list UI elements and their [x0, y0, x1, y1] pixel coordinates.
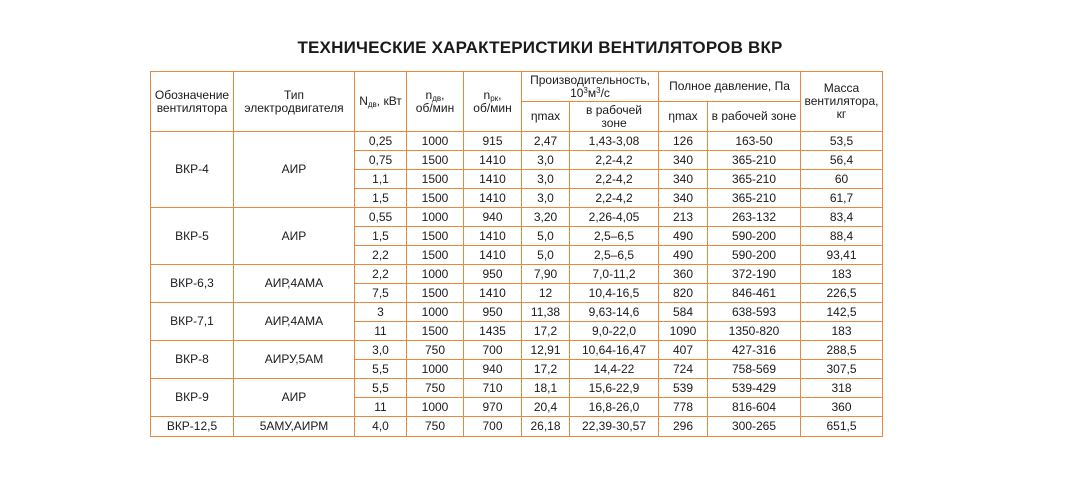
motor-type-cell: АИР,4АМА — [234, 265, 355, 303]
capacity-eta-cell: 26,18 — [522, 417, 570, 437]
mass-cell: 307,5 — [801, 360, 883, 379]
page-title: ТЕХНИЧЕСКИЕ ХАРАКТЕРИСТИКИ ВЕНТИЛЯТОРОВ ВКР — [297, 38, 783, 57]
table-row — [151, 379, 883, 398]
fan-designation-cell: ВКР-9 — [151, 379, 234, 417]
pressure-eta-cell: 296 — [659, 417, 708, 437]
nrk-symbol: n — [483, 87, 491, 102]
table-row — [151, 417, 883, 437]
mass-cell: 288,5 — [801, 341, 883, 360]
ndv-cell: 1500 — [407, 170, 464, 189]
motor-type-cell: АИРУ,5АМ — [234, 341, 355, 379]
capacity-eta-cell: 5,0 — [522, 227, 570, 246]
capacity-zone-cell: 22,39-30,57 — [570, 417, 659, 437]
col-ndv-header — [407, 72, 464, 132]
capacity-zone-cell: 9,63-14,6 — [570, 303, 659, 322]
nrk-cell: 940 — [464, 360, 522, 379]
ndv-cell: 1500 — [407, 322, 464, 341]
ndv-cell: 1500 — [407, 246, 464, 265]
power-symbol: N — [359, 94, 368, 108]
mass-cell: 226,5 — [801, 284, 883, 303]
pressure-eta-cell: 539 — [659, 379, 708, 398]
capacity-zone-cell: 15,6-22,9 — [570, 379, 659, 398]
capacity-zone-cell: 10,4-16,5 — [570, 284, 659, 303]
nrk-cell: 1435 — [464, 322, 522, 341]
pressure-zone-cell: 638-593 — [708, 303, 801, 322]
fan-designation-cell: ВКР-5 — [151, 208, 234, 265]
pressure-zone-cell: 816-604 — [708, 398, 801, 417]
pressure-eta-cell: 340 — [659, 189, 708, 208]
table-row — [151, 341, 883, 360]
mass-cell: 83,4 — [801, 208, 883, 227]
capacity-zone-cell: 2,5–6,5 — [570, 246, 659, 265]
capacity-base: 10 — [570, 85, 584, 100]
capacity-eta-cell: 5,0 — [522, 246, 570, 265]
ndv-cell: 1000 — [407, 208, 464, 227]
power-cell: 7,5 — [355, 284, 407, 303]
fan-designation-cell: ВКР-8 — [151, 341, 234, 379]
pressure-zone-cell: 365-210 — [708, 151, 801, 170]
nrk-cell: 1410 — [464, 189, 522, 208]
capacity-eta-cell: 17,2 — [522, 322, 570, 341]
ndv-cell: 750 — [407, 417, 464, 437]
motor-type-cell: 5АМУ,АИРМ — [234, 417, 355, 437]
capacity-eta-cell: 11,38 — [522, 303, 570, 322]
fan-specs-table — [150, 71, 883, 437]
pressure-zone-cell: 365-210 — [708, 189, 801, 208]
power-unit: , кВт — [376, 94, 402, 108]
capacity-zone-cell: 2,2-4,2 — [570, 189, 659, 208]
capacity-eta-cell: 7,90 — [522, 265, 570, 284]
col-nrk-header — [464, 72, 522, 132]
nrk-cell: 950 — [464, 265, 522, 284]
power-cell: 1,5 — [355, 189, 407, 208]
table-row — [151, 265, 883, 284]
capacity-eta-cell: 3,0 — [522, 189, 570, 208]
nrk-cell: 1410 — [464, 246, 522, 265]
pressure-eta-cell: 340 — [659, 170, 708, 189]
pressure-eta-cell: 584 — [659, 303, 708, 322]
ndv-cell: 1500 — [407, 227, 464, 246]
power-cell: 0,25 — [355, 132, 407, 151]
capacity-eta-cell: 2,47 — [522, 132, 570, 151]
capacity-zone-cell: 16,8-26,0 — [570, 398, 659, 417]
mass-cell: 53,5 — [801, 132, 883, 151]
pressure-eta-cell: 724 — [659, 360, 708, 379]
motor-type-cell: АИР — [234, 132, 355, 208]
pressure-zone-cell: 427-316 — [708, 341, 801, 360]
ndv-cell: 1500 — [407, 151, 464, 170]
pressure-eta-cell: 820 — [659, 284, 708, 303]
table-row — [151, 132, 883, 151]
ndv-subscript: дв — [432, 93, 442, 103]
power-cell: 4,0 — [355, 417, 407, 437]
motor-type-cell: АИР — [234, 208, 355, 265]
capacity-label: Производительность, — [530, 72, 650, 87]
capacity-m-exponent: 3 — [596, 85, 601, 95]
nrk-cell: 700 — [464, 341, 522, 360]
fan-designation-cell: ВКР-7,1 — [151, 303, 234, 341]
power-cell: 2,2 — [355, 265, 407, 284]
ndv-cell: 1000 — [407, 360, 464, 379]
capacity-zone-cell: 2,2-4,2 — [570, 170, 659, 189]
capacity-zone-cell: 2,5–6,5 — [570, 227, 659, 246]
pressure-eta-cell: 340 — [659, 151, 708, 170]
mass-cell: 318 — [801, 379, 883, 398]
table-row — [151, 303, 883, 322]
mass-cell: 56,4 — [801, 151, 883, 170]
ndv-symbol: n — [425, 87, 433, 102]
capacity-eta-cell: 12,91 — [522, 341, 570, 360]
pressure-eta-cell: 1090 — [659, 322, 708, 341]
pressure-eta-cell: 213 — [659, 208, 708, 227]
capacity-eta-cell: 20,4 — [522, 398, 570, 417]
power-subscript: дв — [367, 100, 377, 109]
col-capacity-zone-header: в рабочей зоне — [570, 102, 659, 132]
table-row — [151, 208, 883, 227]
col-capacity-header — [522, 72, 659, 102]
power-cell: 3 — [355, 303, 407, 322]
nrk-cell: 950 — [464, 303, 522, 322]
nrk-unit: об/мин — [473, 100, 512, 115]
ndv-unit: об/мин — [415, 100, 455, 115]
nrk-cell: 940 — [464, 208, 522, 227]
pressure-zone-cell: 372-190 — [708, 265, 801, 284]
capacity-zone-cell: 2,26-4,05 — [570, 208, 659, 227]
mass-cell: 183 — [801, 265, 883, 284]
pressure-eta-cell: 360 — [659, 265, 708, 284]
pressure-zone-cell: 590-200 — [708, 246, 801, 265]
pressure-zone-cell: 758-569 — [708, 360, 801, 379]
capacity-zone-cell: 14,4-22 — [570, 360, 659, 379]
capacity-zone-cell: 7,0-11,2 — [570, 265, 659, 284]
nrk-subscript: рк — [490, 93, 499, 103]
power-cell: 1,5 — [355, 227, 407, 246]
mass-cell: 360 — [801, 398, 883, 417]
pressure-zone-cell: 590-200 — [708, 227, 801, 246]
table-body — [151, 132, 883, 437]
capacity-zone-cell: 2,2-4,2 — [570, 151, 659, 170]
capacity-zone-cell: 10,64-16,47 — [570, 341, 659, 360]
power-cell: 5,5 — [355, 379, 407, 398]
capacity-zone-cell: 1,43-3,08 — [570, 132, 659, 151]
ndv-cell: 1000 — [407, 132, 464, 151]
nrk-cell: 915 — [464, 132, 522, 151]
capacity-eta-cell: 3,20 — [522, 208, 570, 227]
fan-designation-cell: ВКР-6,3 — [151, 265, 234, 303]
capacity-eta-cell: 18,1 — [522, 379, 570, 398]
motor-type-cell: АИР — [234, 379, 355, 417]
fan-designation-cell: ВКР-4 — [151, 132, 234, 208]
mass-cell: 142,5 — [801, 303, 883, 322]
capacity-eta-cell: 17,2 — [522, 360, 570, 379]
mass-cell: 88,4 — [801, 227, 883, 246]
pressure-zone-cell: 163-50 — [708, 132, 801, 151]
mass-cell: 60 — [801, 170, 883, 189]
capacity-eta-cell: 3,0 — [522, 151, 570, 170]
col-capacity-eta-header: ηmax — [522, 102, 570, 132]
capacity-zone-cell: 9,0-22,0 — [570, 322, 659, 341]
power-cell: 0,75 — [355, 151, 407, 170]
nrk-cell: 1410 — [464, 151, 522, 170]
power-cell: 11 — [355, 322, 407, 341]
motor-type-cell: АИР,4АМА — [234, 303, 355, 341]
nrk-cell: 700 — [464, 417, 522, 437]
power-cell: 3,0 — [355, 341, 407, 360]
col-mass-header: Масса вентилятора, кг — [801, 72, 883, 132]
ndv-cell: 1500 — [407, 189, 464, 208]
pressure-eta-cell: 407 — [659, 341, 708, 360]
nrk-cell: 710 — [464, 379, 522, 398]
col-pressure-eta-header: ηmax — [659, 102, 708, 132]
pressure-zone-cell: 846-461 — [708, 284, 801, 303]
capacity-eta-cell: 3,0 — [522, 170, 570, 189]
pressure-zone-cell: 263-132 — [708, 208, 801, 227]
ndv-cell: 1500 — [407, 284, 464, 303]
header-row-1 — [151, 72, 883, 102]
power-cell: 5,5 — [355, 360, 407, 379]
pressure-zone-cell: 1350-820 — [708, 322, 801, 341]
pressure-eta-cell: 490 — [659, 246, 708, 265]
pressure-eta-cell: 778 — [659, 398, 708, 417]
pressure-zone-cell: 365-210 — [708, 170, 801, 189]
power-cell: 2,2 — [355, 246, 407, 265]
mass-cell: 183 — [801, 322, 883, 341]
col-pressure-header: Полное давление, Па — [659, 72, 801, 102]
power-cell: 1,1 — [355, 170, 407, 189]
capacity-eta-cell: 12 — [522, 284, 570, 303]
ndv-cell: 1000 — [407, 398, 464, 417]
nrk-cell: 1410 — [464, 284, 522, 303]
ndv-cell: 1000 — [407, 303, 464, 322]
power-cell: 11 — [355, 398, 407, 417]
ndv-cell: 750 — [407, 341, 464, 360]
mass-cell: 651,5 — [801, 417, 883, 437]
col-motor-type-header: Тип электродвигателя — [234, 72, 355, 132]
capacity-m: м — [587, 85, 597, 100]
ndv-cell: 750 — [407, 379, 464, 398]
pressure-zone-cell: 300-265 — [708, 417, 801, 437]
nrk-cell: 1410 — [464, 227, 522, 246]
nrk-cell: 1410 — [464, 170, 522, 189]
ndv-cell: 1000 — [407, 265, 464, 284]
pressure-zone-cell: 539-429 — [708, 379, 801, 398]
capacity-exponent: 3 — [583, 85, 588, 95]
ndv-comma: , — [441, 87, 445, 102]
col-power-header — [355, 72, 407, 132]
nrk-comma: , — [498, 87, 502, 102]
col-designation-header: Обозначение вентилятора — [151, 72, 234, 132]
mass-cell: 61,7 — [801, 189, 883, 208]
pressure-eta-cell: 126 — [659, 132, 708, 151]
nrk-cell: 970 — [464, 398, 522, 417]
mass-cell: 93,41 — [801, 246, 883, 265]
fan-designation-cell: ВКР-12,5 — [151, 417, 234, 437]
col-pressure-zone-header: в рабочей зоне — [708, 102, 801, 132]
capacity-unit: /с — [600, 85, 610, 100]
pressure-eta-cell: 490 — [659, 227, 708, 246]
power-cell: 0,55 — [355, 208, 407, 227]
